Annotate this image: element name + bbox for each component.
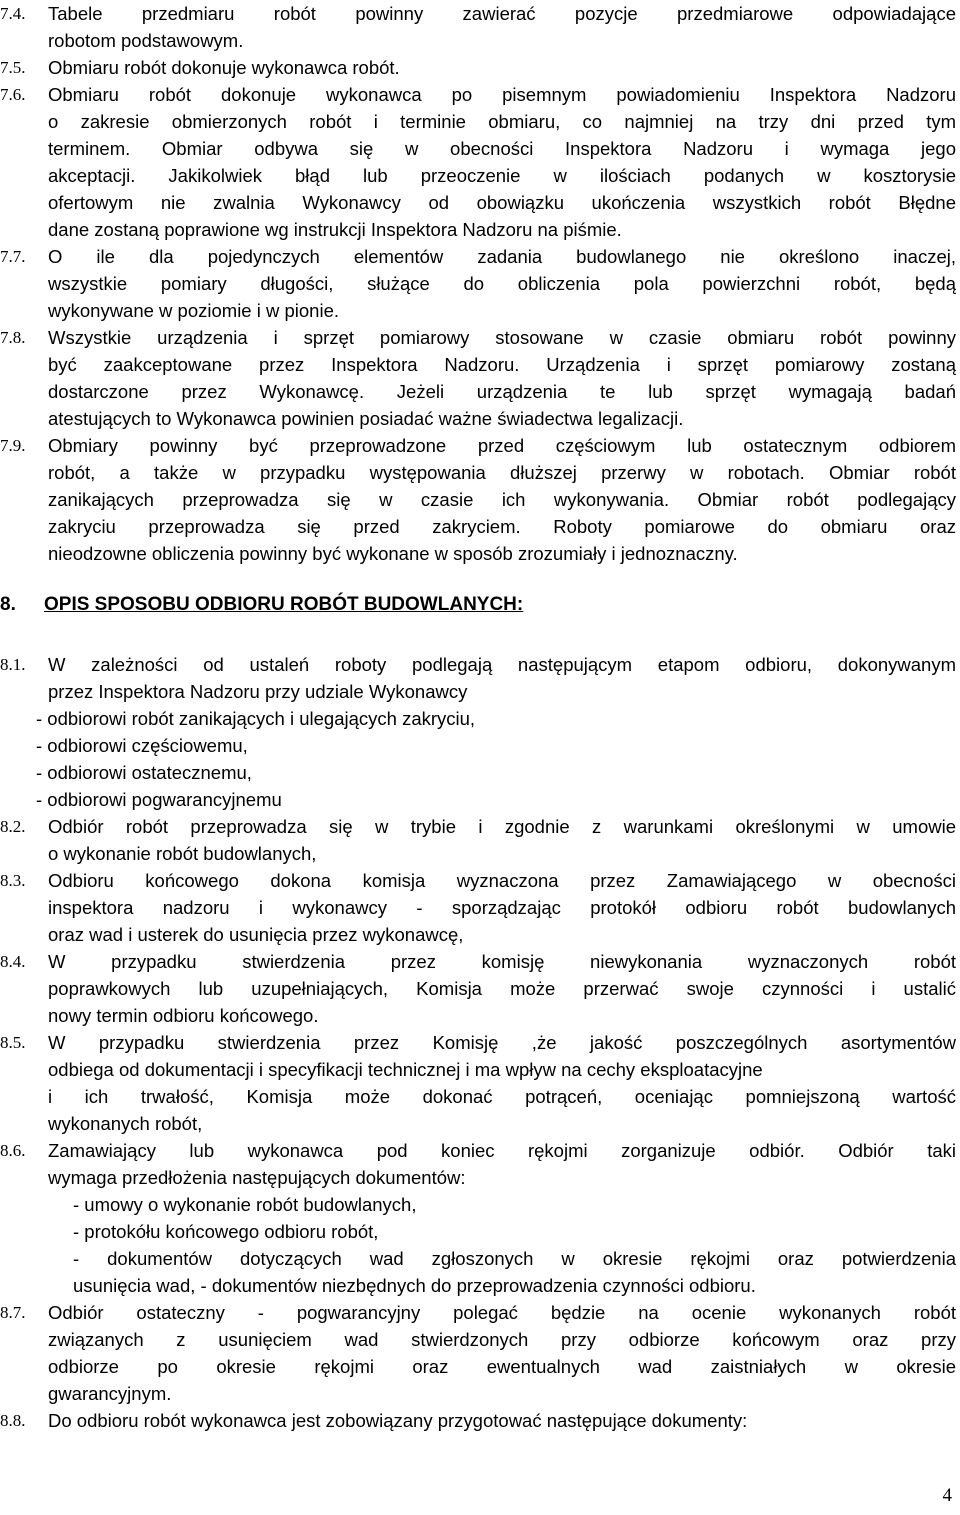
paragraph-8-8 bbox=[0, 1407, 956, 1434]
list-item: - umowy o wykonanie robót budowlanych, bbox=[73, 1194, 417, 1215]
text-line: wszystkie pomiary długości, służące do obliczenia pola powierzchni robót, będą bbox=[48, 273, 956, 294]
text-line: terminem. Obmiar odbywa się w obecności Inspektora Nadzoru i wymaga jego bbox=[48, 138, 956, 159]
paragraph-7-9 bbox=[0, 432, 956, 567]
text-line: odbiega od dokumentacji i specyfikacji technicznej i ma wpływ na cechy eksploatacyjne bbox=[48, 1059, 763, 1080]
text-line: nieodzowne obliczenia powinny być wykonane w sposób zrozumiały i jednoznaczny. bbox=[48, 543, 738, 564]
section-title: OPIS SPOSOBU ODBIORU ROBÓT BUDOWLANYCH: bbox=[44, 594, 524, 615]
paragraph-number: 7.6. bbox=[0, 85, 26, 104]
page-number: 4 bbox=[942, 1485, 952, 1506]
list-item: - odbiorowi robót zanikających i ulegających zakryciu, bbox=[36, 708, 476, 729]
list-item: usunięcia wad, - dokumentów niezbędnych do przeprowadzenia czynności odbioru. bbox=[73, 1275, 756, 1296]
list-item: - dokumentów dotyczących wad zgłoszonych w okresie rękojmi oraz potwierdzenia bbox=[73, 1248, 956, 1269]
text-line: dane zostaną poprawione wg instrukcji Inspektora Nadzoru na piśmie. bbox=[48, 219, 622, 240]
text-line: zakryciu przeprowadza się przed zakryciem. Roboty pomiarowe do obmiaru oraz bbox=[48, 516, 956, 537]
text-line: o zakresie obmierzonych robót i terminie obmiaru, co najmniej na trzy dni przed tym bbox=[48, 111, 956, 132]
text-line: Odbiór ostateczny - pogwarancyjny polegać będzie na ocenie wykonanych robót bbox=[48, 1302, 956, 1323]
text-line: Odbiór robót przeprowadza się w trybie i zgodnie z warunkami określonymi w umowie bbox=[48, 816, 956, 837]
paragraph-8-5 bbox=[0, 1029, 956, 1137]
paragraph-number: 8.2. bbox=[0, 817, 26, 836]
text-line: odbiorze po okresie rękojmi oraz ewentualnych wad zaistniałych w okresie bbox=[48, 1356, 956, 1377]
list-item: - odbiorowi pogwarancyjnemu bbox=[36, 789, 282, 810]
paragraph-number: 7.8. bbox=[0, 328, 26, 347]
list-item: - odbiorowi ostatecznemu, bbox=[36, 762, 252, 783]
paragraph-number: 8.4. bbox=[0, 952, 26, 971]
text-line: Obmiaru robót dokonuje wykonawca po pisemnym powiadomieniu Inspektora Nadzoru bbox=[48, 84, 956, 105]
paragraph-number: 8.7. bbox=[0, 1303, 26, 1322]
text-line: robót, a także w przypadku występowania dłuższej przerwy w robotach. Obmiar robót bbox=[48, 462, 956, 483]
paragraph-8-1 bbox=[0, 651, 956, 813]
paragraph-8-3 bbox=[0, 867, 956, 948]
text-line: o wykonanie robót budowlanych, bbox=[48, 843, 317, 864]
paragraph-7-5 bbox=[0, 54, 956, 81]
text-line: dostarczone przez Wykonawcę. Jeżeli urządzenia te lub sprzęt wymagają badań bbox=[48, 381, 956, 402]
text-line: związanych z usunięciem wad stwierdzonych przy odbiorze końcowym oraz przy bbox=[48, 1329, 956, 1350]
text-line: wykonanych robót, bbox=[48, 1113, 203, 1134]
paragraph-8-7 bbox=[0, 1299, 956, 1407]
text-line: gwarancyjnym. bbox=[48, 1383, 172, 1404]
text-line: oraz wad i usterek do usunięcia przez wykonawcę, bbox=[48, 924, 464, 945]
bullet-list bbox=[73, 1191, 956, 1299]
text-line: być zaakceptowane przez Inspektora Nadzoru. Urządzenia i sprzęt pomiarowy zostaną bbox=[48, 354, 956, 375]
bullet-list bbox=[36, 705, 956, 813]
paragraph-number: 8.5. bbox=[0, 1033, 26, 1052]
text-line: wykonywane w poziomie i w pionie. bbox=[48, 300, 339, 321]
paragraph-number: 7.7. bbox=[0, 247, 26, 266]
text-line: Obmiaru robót dokonuje wykonawca robót. bbox=[48, 57, 400, 78]
text-line: zanikających przeprowadza się w czasie ich wykonywania. Obmiar robót podlegający bbox=[48, 489, 956, 510]
text-line: przez Inspektora Nadzoru przy udziale Wykonawcy bbox=[48, 681, 468, 702]
text-line: i ich trwałość, Komisja może dokonać potrąceń, oceniając pomniejszoną wartość bbox=[48, 1086, 956, 1107]
text-line: akceptacji. Jakikolwiek błąd lub przeoczenie w ilościach podanych w kosztorysie bbox=[48, 165, 956, 186]
text-line: W zależności od ustaleń roboty podlegają następującym etapom odbioru, dokonywanym bbox=[48, 654, 956, 675]
paragraph-number: 7.9. bbox=[0, 436, 26, 455]
text-line: poprawkowych lub uzupełniających, Komisja może przerwać swoje czynności i ustalić bbox=[48, 978, 956, 999]
text-line: wymaga przedłożenia następujących dokumentów: bbox=[48, 1167, 466, 1188]
text-line: ofertowym nie zwalnia Wykonawcy od obowiązku ukończenia wszystkich robót Błędne bbox=[48, 192, 956, 213]
text-line: atestujących to Wykonawca powinien posiadać ważne świadectwa legalizacji. bbox=[48, 408, 684, 429]
text-line: Tabele przedmiaru robót powinny zawierać pozycje przedmiarowe odpowiadające bbox=[48, 3, 956, 24]
text-line: Odbioru końcowego dokona komisja wyznaczona przez Zamawiającego w obecności bbox=[48, 870, 956, 891]
paragraph-7-8 bbox=[0, 324, 956, 432]
text-line: Wszystkie urządzenia i sprzęt pomiarowy stosowane w czasie obmiaru robót powinny bbox=[48, 327, 956, 348]
text-line: inspektora nadzoru i wykonawcy - sporządzając protokół odbioru robót budowlanych bbox=[48, 897, 956, 918]
paragraph-8-4 bbox=[0, 948, 956, 1029]
paragraph-7-7 bbox=[0, 243, 956, 324]
text-line: Zamawiający lub wykonawca pod koniec rękojmi zorganizuje odbiór. Odbiór taki bbox=[48, 1140, 956, 1161]
text-line: nowy termin odbioru końcowego. bbox=[48, 1005, 319, 1026]
list-item: - odbiorowi częściowemu, bbox=[36, 735, 248, 756]
text-line: O ile dla pojedynczych elementów zadania budowlanego nie określono inaczej, bbox=[48, 246, 956, 267]
section-number: 8. bbox=[0, 594, 16, 615]
paragraph-number: 8.1. bbox=[0, 655, 26, 674]
paragraph-8-2 bbox=[0, 813, 956, 867]
text-line: Do odbioru robót wykonawca jest zobowiązany przygotować następujące dokumenty: bbox=[48, 1410, 748, 1431]
paragraph-number: 7.4. bbox=[0, 4, 26, 23]
text-line: robotom podstawowym. bbox=[48, 30, 244, 51]
text-line: Obmiary powinny być przeprowadzone przed częściowym lub ostatecznym odbiorem bbox=[48, 435, 956, 456]
paragraph-number: 8.3. bbox=[0, 871, 26, 890]
list-item: - protokółu końcowego odbioru robót, bbox=[73, 1221, 379, 1242]
paragraph-number: 8.8. bbox=[0, 1411, 26, 1430]
paragraph-8-6 bbox=[0, 1137, 956, 1299]
text-line: W przypadku stwierdzenia przez komisję niewykonania wyznaczonych robót bbox=[48, 951, 956, 972]
text-line: W przypadku stwierdzenia przez Komisję ,że jakość poszczególnych asortymentów bbox=[48, 1032, 956, 1053]
paragraph-number: 8.6. bbox=[0, 1141, 26, 1160]
paragraph-7-4 bbox=[0, 0, 956, 54]
paragraph-7-6 bbox=[0, 81, 956, 243]
paragraph-number: 7.5. bbox=[0, 58, 26, 77]
section-heading bbox=[0, 590, 523, 620]
